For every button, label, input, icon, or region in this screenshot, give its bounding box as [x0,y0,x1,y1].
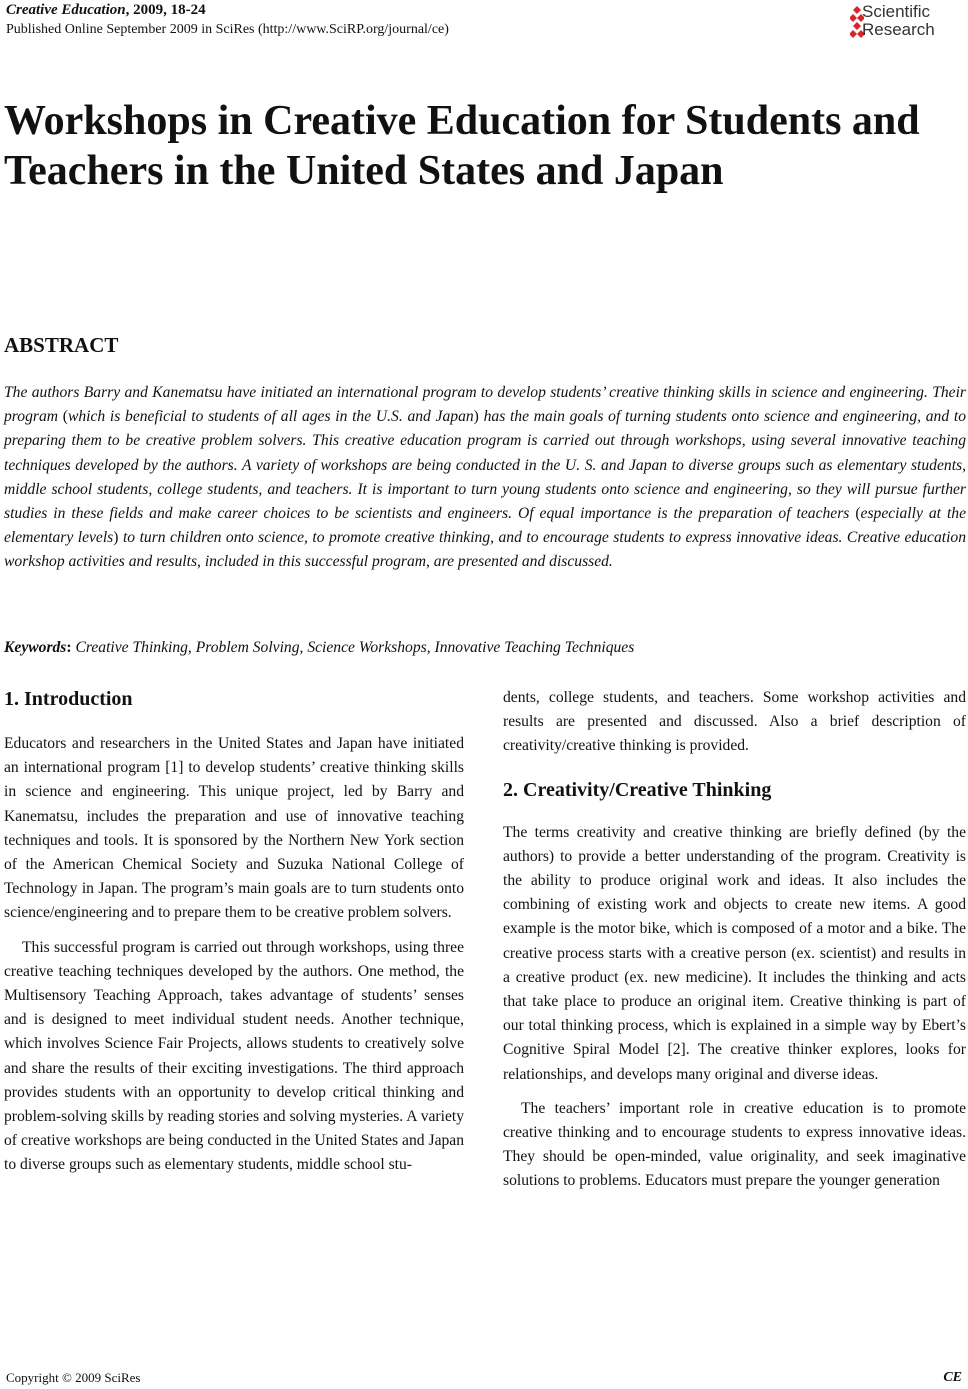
abstract-paren-1-open: ( [62,408,68,426]
journal-year-pages: , 2009, 18-24 [125,2,206,18]
logo-line-1: Scientific [862,2,931,21]
keywords-colon: : [66,639,76,656]
section-2-heading: 2. Creativity/Creative Thinking [503,778,772,801]
paper-title: Workshops in Creative Education for Students and Teachers in the United States and Japan [4,98,920,194]
abstract-paren-2-open: ( [855,505,861,523]
section-2-paragraph-2: The teachers’ important role in creative education is to promote creative thinking and to encourage students to express innovative ideas. They should be open-minded, value originality, and seek imaginative solutions to problems. Educators must prepare the younger generation [503,1099,966,1190]
section-1-paragraph-1: Educators and researchers in the United States and Japan have initiated an international program [1] to develop students’ creative thinking skills in science and engineering. This unique project, led by Barry and Kanematsu, includes the preparation and use of innovative teaching techniques and tools. It is sponsored by the Northern New York section of the American Chemical Society and Suzuka National College of Technology in Japan. The program’s main goals are to turn students onto science/engineering and to prepare them to be creative problem solvers. [4,735,464,922]
section-2-paragraph-1: The terms creativity and creative thinking are briefly defined (by the authors) to provide a better understanding of the program. Creativity is the ability to produce original work and ideas. It also includes the combining of existing work and objects to create new items. A good example is the motor bike, which is composed of a motor and a bike. The creative process starts with a creative person (ex. scientist) and results in a creative product (ex. new medicine). It includes the thinking and acts that take place to produce an original item. Creative thinking is part of our total thinking process, which is explained in a simple way by Ebert’s Cognitive Spiral Model [2]. The creative thinker explores, looks for relationships, and develops many original and diverse ideas. [503,823,966,1083]
abstract-part-3: to turn children onto science, to promote creative thinking, and to encourage students to express innovative ideas. Creative education workshop activities and results, included in this successful program, are presented and discussed. [4,529,967,571]
footer-journal-abbr: CE [943,1370,962,1385]
section-1-heading: 1. Introduction [4,688,133,710]
published-line: Published Online September 2009 in SciRes (http://www.SciRP.org/journal/ce) [6,22,449,37]
footer-copyright: Copyright © 2009 SciRes [6,1370,141,1385]
section-1-paragraph-2: This successful program is carried out through workshops, using three creative teaching techniques developed by the authors. One method, the Multisensory Teaching Approach, takes advantage of students’ senses and is designed to meet individual student needs. Another technique, which involves Science Fair Projects, allows students to creatively solve and share the results of their exciting investigations. The third approach provides students with an opportunity to develop critical thinking and problem-solving skills by reading stories and solving mysteries. A variety of creative workshops are being conducted in the United States and Japan to diverse groups such as elementary students, middle school stu- [4,938,464,1174]
keywords-text: Creative Thinking, Problem Solving, Science Workshops, Innovative Teaching Techniques [75,639,635,656]
abstract-part-1: The authors Barry and Kanematsu have initiated an international program to develop students’ creative thinking skills in science and engineering. Their program [4,384,966,426]
abstract-paren-2-close: ) [113,529,119,547]
right-column [503,686,966,1194]
running-header-journal [6,2,206,19]
left-column [4,686,464,1178]
logo-text [862,3,935,39]
logo-line-2: Research [862,20,935,39]
keywords-label: Keywords [4,639,67,656]
abstract-part-2: has the main goals of turning students onto science and engineering, and to preparing them to be creative problem solvers. This creative education program is carried out through workshops, using several innovative teaching techniques developed by the authors. A variety of workshops are being conducted in the U. S. and Japan to diverse groups such as elementary students, middle school students, college students, and teachers. It is important to turn young students onto science and engineering, so they will pursue further studies in these fields and make career choices to be scientists and engineers. Of equal importance is the preparation of teachers [4,408,966,523]
abstract-heading: ABSTRACT [4,333,119,357]
journal-name: Creative Education [6,2,126,18]
keywords [4,636,966,660]
abstract-text [4,381,966,575]
section-1-paragraph-2-continued: dents, college students, and teachers. Some workshop activities and results are presented and discussed. Also a brief description of creativity/creative thinking is provided. [503,689,966,755]
abstract-paren-1-text: which is beneficial to students of all ages in the U.S. and Japan [67,408,474,426]
abstract-paren-2-text: especially at the elementary levels [4,505,966,547]
abstract-paren-1-close: ) [473,408,479,426]
